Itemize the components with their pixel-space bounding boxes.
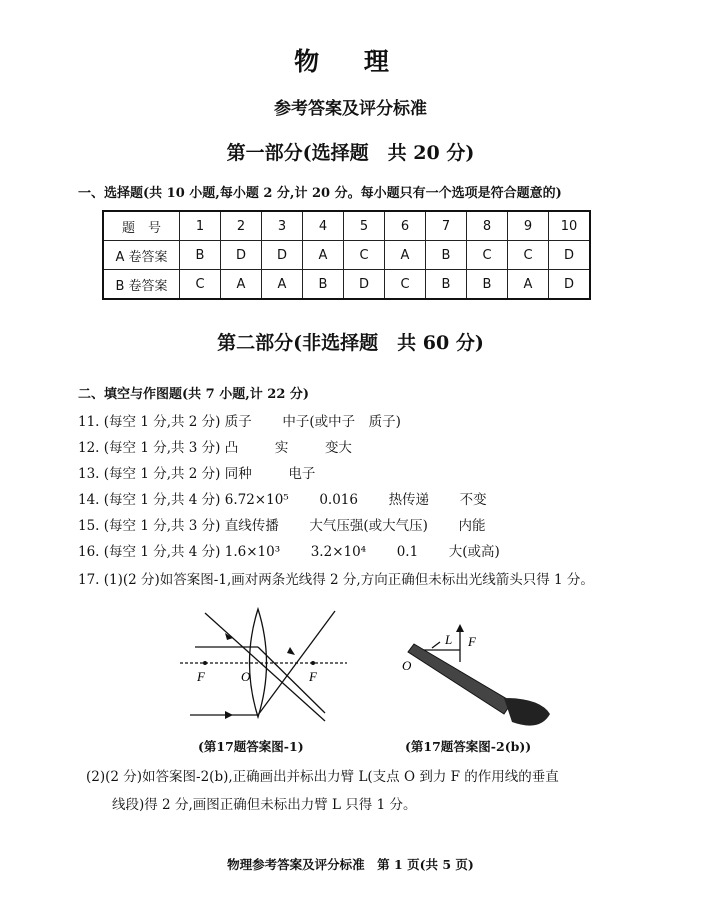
answer-cell: A xyxy=(508,270,549,300)
answer-item: 1.6×10³ xyxy=(224,544,281,560)
table-header-cell: 5 xyxy=(344,211,385,241)
label-o: O xyxy=(402,658,412,673)
answer-item: 中子(或中子 质子) xyxy=(282,414,401,430)
table-row-a xyxy=(103,241,590,270)
answer-cell: C xyxy=(180,270,221,300)
table-header-cell: 2 xyxy=(221,211,262,241)
figure-1-lens-diagram xyxy=(175,603,350,728)
answer-cell: D xyxy=(221,241,262,270)
answer-cell: D xyxy=(549,241,591,270)
answer-item: 内能 xyxy=(458,518,486,534)
answer-item: 6.72×10⁵ xyxy=(224,492,289,508)
answer-item: 电子 xyxy=(288,466,316,482)
answer-cell: B xyxy=(426,241,467,270)
answer-item: 变大 xyxy=(324,440,352,456)
answer-item: 凸 xyxy=(224,440,239,456)
question-number: 14. xyxy=(78,492,100,508)
question-number: 12. xyxy=(78,440,100,456)
row-label: A 卷答案 xyxy=(103,241,180,270)
table-header-cell: 10 xyxy=(549,211,591,241)
part1-heading: 第一部分(选择题 共 20 分) xyxy=(226,142,475,164)
answer-line-11 xyxy=(78,410,401,430)
answer-item: 3.2×10⁴ xyxy=(310,544,367,560)
focal-point-left xyxy=(203,661,207,665)
table-header-cell: 9 xyxy=(508,211,549,241)
answer-cell: C xyxy=(385,270,426,300)
section1-heading: 一、选择题(共 10 小题,每小题 2 分,计 20 分。每小题只有一个选项是符合题意的) xyxy=(78,186,562,201)
answer-line-16 xyxy=(78,540,500,560)
ray-arrow xyxy=(287,647,295,655)
label-f-right: F xyxy=(309,669,317,684)
answer-cell: D xyxy=(262,241,303,270)
answer-item: 0.1 xyxy=(396,544,419,560)
score-note: (每空 1 分,共 4 分) xyxy=(103,544,221,560)
score-note: (每空 1 分,共 2 分) xyxy=(103,466,221,482)
question-number: 16. xyxy=(78,544,100,560)
figure-2-lever-diagram xyxy=(400,610,560,735)
answer-table xyxy=(102,210,591,300)
arm-bracket xyxy=(432,642,440,648)
answer-item: 质子 xyxy=(224,414,252,430)
answer-cell: B xyxy=(426,270,467,300)
answer-cell: D xyxy=(344,270,385,300)
figure-2-caption: (第17题答案图-2(b)) xyxy=(405,739,532,754)
answer-item: 同种 xyxy=(224,466,252,482)
answer-cell: D xyxy=(549,270,591,300)
section2-heading: 二、填空与作图题(共 7 小题,计 22 分) xyxy=(78,387,310,402)
answer-line-14 xyxy=(78,488,487,508)
answer-cell: C xyxy=(467,241,508,270)
focal-point-right xyxy=(311,661,315,665)
answer-cell: B xyxy=(467,270,508,300)
table-header-row xyxy=(103,211,590,241)
answer-item: 实 xyxy=(274,440,289,456)
page-footer: 物理参考答案及评分标准 第 1 页(共 5 页) xyxy=(227,857,474,872)
label-f: F xyxy=(468,634,476,649)
answer-line-17-part2-b: 线段)得 2 分,画图正确但未标出力臂 L 只得 1 分。 xyxy=(112,797,417,813)
light-ray-2-refracted xyxy=(258,611,335,715)
answer-line-13 xyxy=(78,462,315,482)
page-subtitle: 参考答案及评分标准 xyxy=(274,99,427,119)
table-header-cell: 3 xyxy=(262,211,303,241)
answer-cell: B xyxy=(180,241,221,270)
answer-line-17-part1: 17. (1)(2 分)如答案图-1,画对两条光线得 2 分,方向正确但未标出光线箭头只得 1 分。 xyxy=(78,572,594,588)
answer-item: 0.016 xyxy=(319,492,358,508)
table-header-cell: 1 xyxy=(180,211,221,241)
part2-heading: 第二部分(非选择题 共 60 分) xyxy=(217,332,484,354)
label-l: L xyxy=(445,632,453,647)
shovel-blade xyxy=(504,698,550,726)
table-header-cell: 7 xyxy=(426,211,467,241)
answer-item: 不变 xyxy=(459,492,487,508)
answer-line-17-part2-a: (2)(2 分)如答案图-2(b),正确画出并标出力臂 L(支点 O 到力 F 的作用线的垂直 xyxy=(86,769,559,785)
label-o: O xyxy=(241,669,251,684)
label-f-left: F xyxy=(197,669,205,684)
answer-item: 大气压强(或大气压) xyxy=(309,518,428,534)
answer-cell: A xyxy=(303,241,344,270)
figure-1-caption: (第17题答案图-1) xyxy=(198,739,304,754)
page-title: 物 理 xyxy=(294,47,407,76)
ray-arrow xyxy=(225,711,233,719)
score-note: (每空 1 分,共 2 分) xyxy=(103,414,221,430)
answer-line-15 xyxy=(78,514,485,534)
table-header-cell: 4 xyxy=(303,211,344,241)
score-note: (每空 1 分,共 3 分) xyxy=(103,440,221,456)
row-label: B 卷答案 xyxy=(103,270,180,300)
answer-line-12 xyxy=(78,436,352,456)
answer-item: 直线传播 xyxy=(224,518,279,534)
answer-cell: A xyxy=(221,270,262,300)
table-header-label: 题 号 xyxy=(103,211,180,241)
answer-cell: B xyxy=(303,270,344,300)
table-header-cell: 6 xyxy=(385,211,426,241)
answer-item: 热传递 xyxy=(388,492,430,508)
question-number: 15. xyxy=(78,518,100,534)
answer-cell: C xyxy=(344,241,385,270)
answer-cell: A xyxy=(385,241,426,270)
force-arrow xyxy=(456,624,464,632)
table-row-b xyxy=(103,270,590,300)
table-header-cell: 8 xyxy=(467,211,508,241)
answer-cell: A xyxy=(262,270,303,300)
question-number: 11. xyxy=(78,414,100,430)
score-note: (每空 1 分,共 3 分) xyxy=(103,518,221,534)
answer-cell: C xyxy=(508,241,549,270)
score-note: (每空 1 分,共 4 分) xyxy=(103,492,221,508)
answer-item: 大(或高) xyxy=(448,544,500,560)
question-number: 13. xyxy=(78,466,100,482)
